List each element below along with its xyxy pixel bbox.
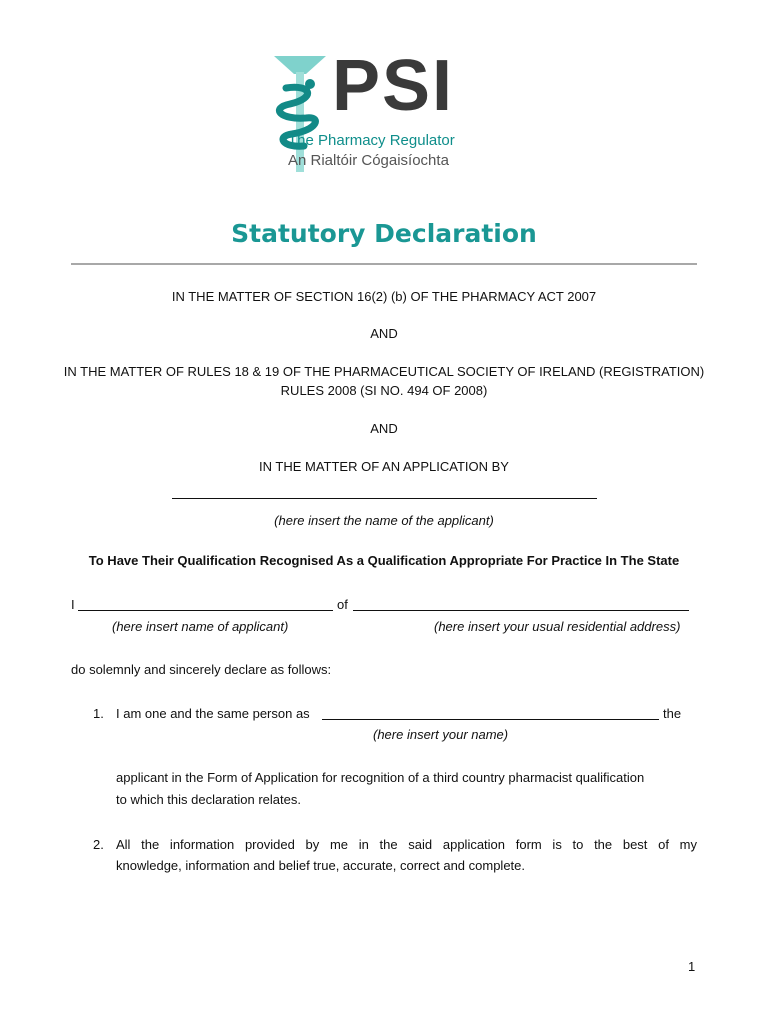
declarant-name-hint: (here insert name of applicant)	[112, 619, 289, 634]
subheading	[0, 553, 768, 569]
matter-rules-line2: RULES 2008 (SI NO. 494 OF 2008)	[280, 383, 488, 398]
page-title: Statutory Declaration	[231, 219, 537, 248]
item-1-number: 1.	[93, 706, 104, 721]
logo-tagline-irish: An Rialtóir Cógaisíochta	[288, 152, 449, 169]
declare-intro: do solemnly and sincerely declare as follows:	[71, 662, 332, 677]
item-2-number: 2.	[93, 837, 104, 852]
declarant-address-line[interactable]	[353, 598, 689, 611]
logo-tagline: The Pharmacy Regulator	[288, 132, 455, 149]
subheading-text: To Have Their Qualification Recognised As a Qualification Appropriate For Practice In The State	[88, 553, 680, 568]
applicant-name-line[interactable]	[172, 498, 597, 499]
item-1-name-hint: (here insert your name)	[373, 727, 509, 742]
declarant-i-label: I	[71, 597, 75, 612]
psi-logo	[260, 44, 472, 178]
applicant-name-hint: (here insert the name of the applicant)	[274, 513, 494, 528]
title-divider	[71, 263, 697, 265]
item-2-text-a: All the information provided by me in the said application form is to the best of my	[116, 837, 697, 852]
matter-rules-line1: IN THE MATTER OF RULES 18 & 19 OF THE PHARMACEUTICAL SOCIETY OF IRELAND (REGISTRATION)	[63, 364, 705, 379]
item-1-continuation-b: to which this declaration relates.	[116, 792, 301, 807]
item-1-continuation-a: applicant in the Form of Application for recognition of a third country pharmacist qualification	[116, 770, 645, 785]
declarant-name-line[interactable]	[78, 598, 333, 611]
logo-wordmark: PSI	[332, 46, 455, 126]
item-1-the: the	[663, 706, 682, 721]
matter-application: IN THE MATTER OF AN APPLICATION BY	[259, 459, 509, 474]
declarant-address-hint: (here insert your usual residential address)	[434, 619, 681, 634]
matter-section: IN THE MATTER OF SECTION 16(2) (b) OF THE PHARMACY ACT 2007	[171, 289, 597, 304]
item-1-text: I am one and the same person as	[116, 706, 310, 721]
and-separator-1: AND	[370, 326, 398, 341]
page-number: 1	[688, 959, 696, 974]
item-2-text-b: knowledge, information and belief true, accurate, correct and complete.	[116, 858, 526, 873]
declarant-of-label: of	[337, 597, 348, 612]
and-separator-2: AND	[370, 421, 398, 436]
item-1-name-line[interactable]	[322, 707, 659, 720]
